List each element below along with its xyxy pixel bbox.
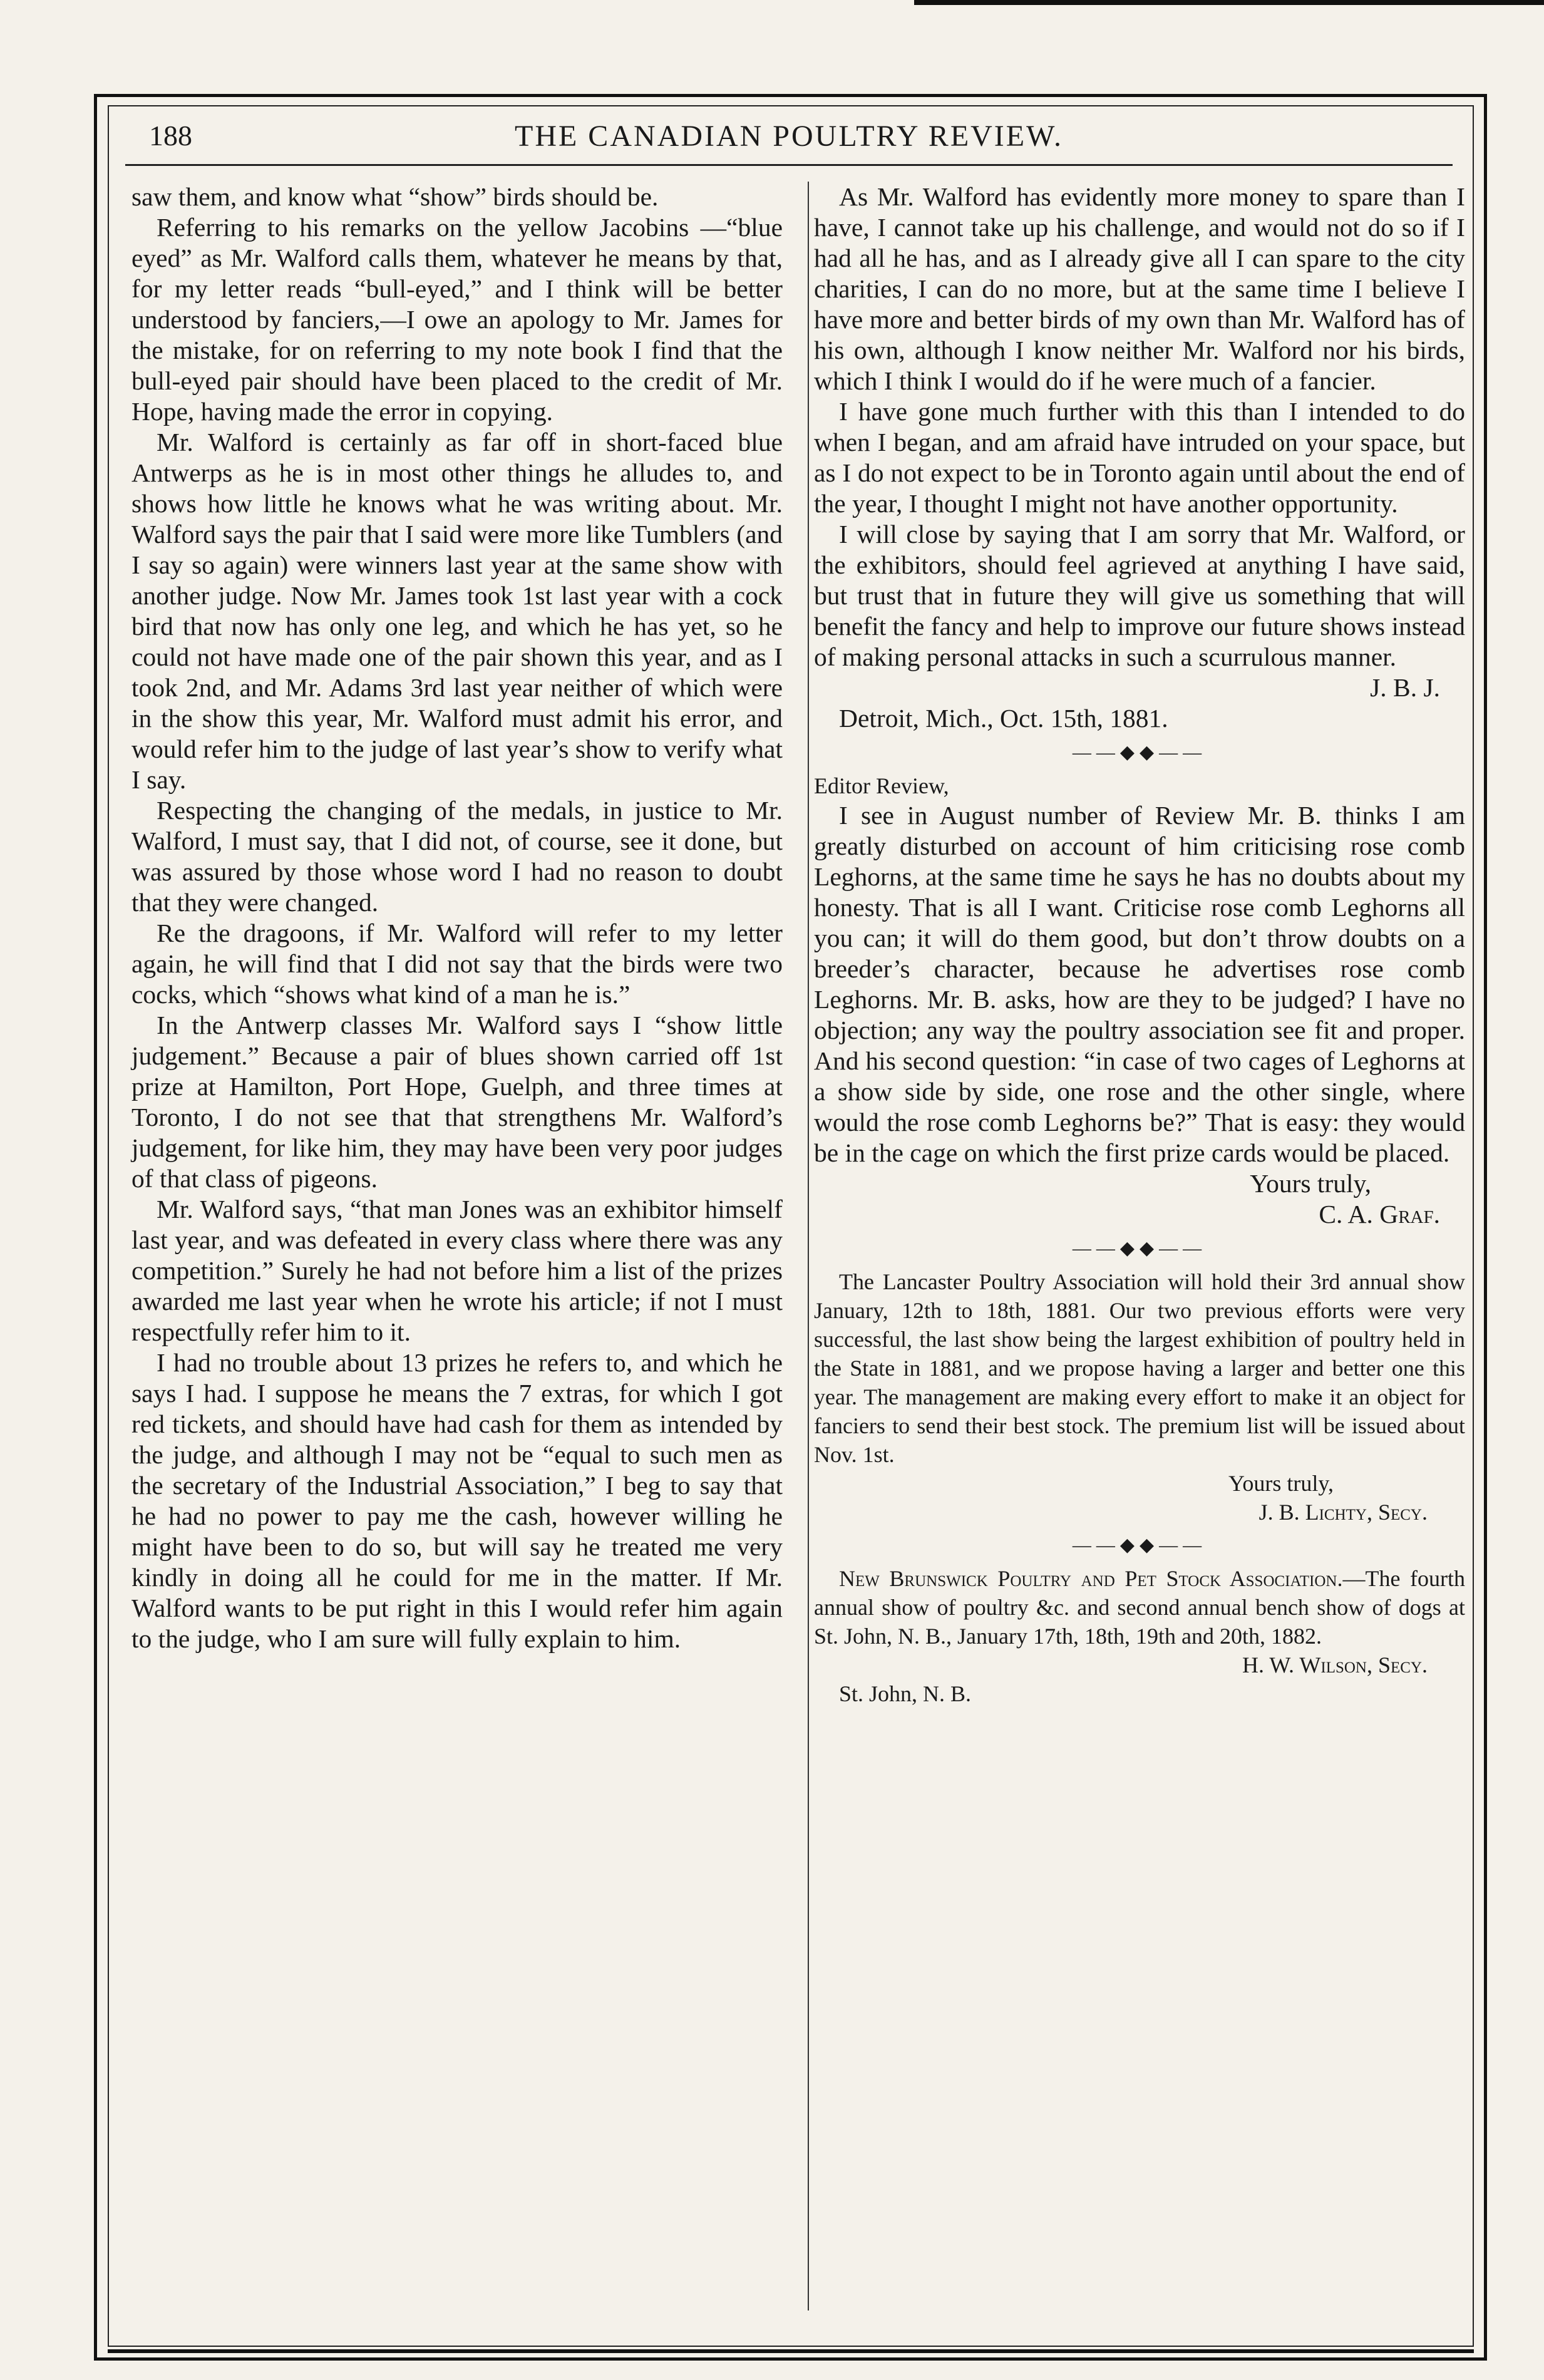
- place: St. John, N. B.: [839, 1681, 972, 1706]
- left-column: [131, 182, 783, 1654]
- signature: J. B. Lichty, Secy.: [1258, 1500, 1428, 1525]
- salutation: Editor Review,: [814, 773, 949, 798]
- paragraph: I see in August number of Review Mr. B. thinks I am greatly disturbed on account of him criticising rose comb Leghorns, at the same time he says he has no doubts about my honesty. That is all I want. Criticise rose comb Leghorns all you can; it will do them good, but don’t throw doubts on a breeder’s character, because he advertises rose comb Leghorns. Mr. B. asks, how are they to be judged? I have no objection; any way the poultry association see fit and proper. And his second question: “in case of two cages of Leghorns at a show side by side, one rose and the other single, where would the rose comb Leghorns be?” That is easy: they would be in the cage on which the first prize cards would be placed.: [814, 801, 1465, 1167]
- paragraph: I will close by saying that I am sorry that Mr. Walford, or the exhibitors, should feel agrieved at anything I have said, but trust that in future they will give us something that will benefit the fancy and help to improve our future shows instead of making personal attacks in such a scurrulous manner.: [814, 520, 1465, 671]
- right-column: [814, 182, 1465, 1708]
- paragraph: Mr. Walford says, “that man Jones was an exhibitor himself last year, and was defeated in every class where there was any competition.” Surely he had not before him a list of the prizes awarded me last year when he wrote his article; if not I must respectfully refer him to it.: [131, 1195, 783, 1346]
- paragraph: Respecting the changing of the medals, in justice to Mr. Walford, I must say, that I did not, of course, see it done, but was assured by those whose word I had no reason to doubt that they were changed.: [131, 796, 783, 917]
- notice: The Lancaster Poultry Association will hold their 3rd annual show January, 12th to 18th, 1881. Our two previous efforts were very successful, the last show being the largest exhibition of poultry held in the State in 1881, and we propose having a larger and better one this year. The management are making every effort to make it an object for fanciers to send their best stock. The premium list will be issued about Nov. 1st.: [814, 1269, 1465, 1467]
- paragraph: As Mr. Walford has evidently more money to spare than I have, I cannot take up his challenge, and would not do so if I had all he has, and as I already give all I can spare to the city charities, I can do no more, but at the same time I believe I have more and better birds of my own than Mr. Walford has of his own, although I know neither Mr. Walford nor his birds, which I think I would do if he were much of a fancier.: [814, 182, 1465, 395]
- page-header: [125, 114, 1453, 166]
- closing: Yours truly,: [1228, 1471, 1334, 1496]
- place-date: Detroit, Mich., Oct. 15th, 1881.: [839, 704, 1168, 733]
- paragraph: In the Antwerp classes Mr. Walford says I “show little judgement.” Because a pair of blues shown carried off 1st prize at Hamilton, Port Hope, Guelph, and three times at Toronto, I do not see that that strengthens Mr. Walford’s judgement, for like him, they may have been very poor judges of that class of pigeons.: [131, 1011, 783, 1193]
- notice-heading: New Brunswick Poultry and Pet Stock Association.: [839, 1566, 1343, 1591]
- bottom-rule: [108, 2349, 1474, 2353]
- paragraph: Referring to his remarks on the yellow Jacobins —“blue eyed” as Mr. Walford calls them, whatever he means by that, for my letter reads “bull-eyed,” and I think will be better understood by fanciers,—I owe an apology to Mr. James for the mistake, for on referring to my note book I find that the bull-eyed pair should have been placed to the credit of Mr. Hope, having made the error in copying.: [131, 213, 783, 426]
- paragraph: I had no trouble about 13 prizes he refers to, and which he says I had. I suppose he means the 7 extras, for which I got red tickets, and should have had cash for them as intended by the judge, and although I may not be “equal to such men as the secretary of the Industrial Association,” I beg to say that he had no power to pay me the cash, however willing he might have been to do so, but will say he treated me very kindly in doing all he could for me in the matter. If Mr. Walford wants to be put right in this I would refer him again to the judge, who I am sure will fully explain to him.: [131, 1348, 783, 1653]
- notice: —The fourth annual show of poultry &c. and second annual bench show of dogs at St. John, N. B., January 17th, 18th, 19th and 20th, 1882.: [814, 1566, 1466, 1649]
- paragraph: I have gone much further with this than I intended to do when I began, and am afraid have intruded on your space, but as I do not expect to be in Toronto again until about the end of the year, I thought I might not have another opportunity.: [814, 397, 1465, 518]
- paragraph: saw them, and know what “show” birds should be.: [131, 182, 659, 211]
- paragraph: Re the dragoons, if Mr. Walford will refer to my letter again, he will find that I did not say that the birds were two cocks, which “shows what kind of a man he is.”: [131, 919, 783, 1009]
- ornament-divider-icon: ——◆◆——: [1072, 742, 1207, 763]
- ornament-divider-icon: ——◆◆——: [1072, 1238, 1207, 1259]
- closing: Yours truly,: [1250, 1169, 1371, 1198]
- column-divider: [808, 182, 809, 2310]
- page-number: 188: [149, 120, 192, 152]
- signature: J. B. J.: [1370, 673, 1440, 702]
- journal-title: THE CANADIAN POULTRY REVIEW.: [515, 120, 1063, 153]
- signature: H. W. Wilson, Secy.: [1242, 1652, 1428, 1677]
- page-top-rule: [914, 0, 1544, 5]
- paragraph: Mr. Walford is certainly as far off in short-faced blue Antwerps as he is in most other things he alludes to, and shows how little he knows what he was writing about. Mr. Walford says the pair that I said were more like Tumblers (and I say so again) were winners last year at the same show with another judge. Now Mr. James took 1st last year with a cock bird that now has only one leg, and which he has yet, so he could not have made one of the pair shown this year, and as I took 2nd, and Mr. Adams 3rd last year neither of which were in the show this year, Mr. Walford must admit his error, and would refer him to the judge of last year’s show to verify what I say.: [131, 428, 783, 794]
- signature: C. A. Graf.: [1319, 1200, 1440, 1229]
- ornament-divider-icon: ——◆◆——: [1072, 1535, 1207, 1555]
